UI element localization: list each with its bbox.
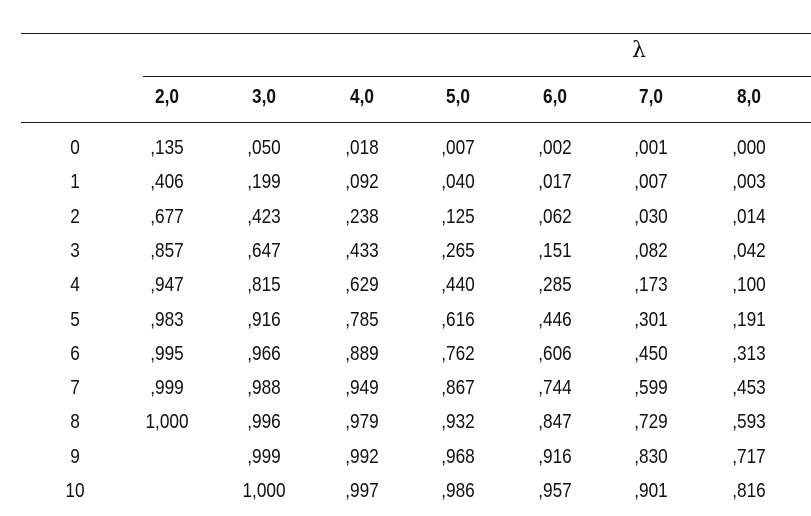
table-cell: ,629: [345, 274, 379, 296]
row-k-label: 4: [70, 274, 80, 296]
table-cell: ,100: [732, 274, 766, 296]
row-k-label: 3: [70, 240, 80, 262]
table-cell: ,889: [345, 343, 379, 365]
table-cell: ,901: [634, 480, 668, 502]
table-cell: ,018: [345, 137, 379, 159]
table-cell: ,151: [538, 240, 572, 262]
table-cell: ,992: [345, 446, 379, 468]
table-cell: 1,000: [242, 480, 286, 502]
table-cell: ,265: [441, 240, 475, 262]
row-k-label: 0: [70, 137, 80, 159]
table-cell: ,916: [538, 446, 572, 468]
table-cell: ,830: [634, 446, 668, 468]
table-cell: ,983: [150, 309, 184, 331]
table-cell: ,932: [441, 411, 475, 433]
column-header: 8,0: [737, 86, 761, 108]
table-cell: ,647: [247, 240, 281, 262]
column-header: 3,0: [252, 86, 276, 108]
table-cell: ,949: [345, 377, 379, 399]
top-rule: [21, 33, 811, 34]
row-k-label: 10: [65, 480, 85, 502]
table-cell: ,616: [441, 309, 475, 331]
table-cell: ,042: [732, 240, 766, 262]
table-cell: ,050: [247, 137, 281, 159]
table-cell: ,995: [150, 343, 184, 365]
table-cell: ,030: [634, 206, 668, 228]
table-cell: ,966: [247, 343, 281, 365]
table-cell: ,007: [634, 171, 668, 193]
table-cell: ,957: [538, 480, 572, 502]
table-cell: ,986: [441, 480, 475, 502]
table-cell: ,999: [247, 446, 281, 468]
table-cell: ,173: [634, 274, 668, 296]
table-cell: ,301: [634, 309, 668, 331]
table-cell: ,125: [441, 206, 475, 228]
column-header: 5,0: [446, 86, 470, 108]
table-cell: ,999: [150, 377, 184, 399]
table-cell: ,014: [732, 206, 766, 228]
row-k-label: 1: [70, 171, 80, 193]
table-cell: ,867: [441, 377, 475, 399]
table-cell: ,135: [150, 137, 184, 159]
table-cell: ,000: [732, 137, 766, 159]
table-cell: ,406: [150, 171, 184, 193]
table-cell: ,238: [345, 206, 379, 228]
table-cell: ,947: [150, 274, 184, 296]
table-cell: ,599: [634, 377, 668, 399]
table-cell: ,762: [441, 343, 475, 365]
table-cell: ,450: [634, 343, 668, 365]
table-cell: ,997: [345, 480, 379, 502]
table-cell: ,606: [538, 343, 572, 365]
table-cell: ,017: [538, 171, 572, 193]
table-cell: ,677: [150, 206, 184, 228]
lambda-underline: [143, 76, 811, 77]
table-cell: ,092: [345, 171, 379, 193]
table-cell: ,785: [345, 309, 379, 331]
row-k-label: 5: [70, 309, 80, 331]
table-cell: ,040: [441, 171, 475, 193]
table-cell: ,001: [634, 137, 668, 159]
table-cell: ,423: [247, 206, 281, 228]
table-cell: 1,000: [145, 411, 189, 433]
table-cell: ,003: [732, 171, 766, 193]
table-cell: ,996: [247, 411, 281, 433]
table-cell: ,191: [732, 309, 766, 331]
table-cell: ,062: [538, 206, 572, 228]
lambda-header: λ: [632, 38, 646, 63]
table-cell: ,988: [247, 377, 281, 399]
column-header: 6,0: [543, 86, 567, 108]
table-cell: ,816: [732, 480, 766, 502]
table-cell: ,847: [538, 411, 572, 433]
table-cell: ,916: [247, 309, 281, 331]
table-cell: ,857: [150, 240, 184, 262]
table-cell: ,440: [441, 274, 475, 296]
header-bottom-rule: [21, 122, 811, 123]
table-cell: ,007: [441, 137, 475, 159]
row-k-label: 7: [70, 377, 80, 399]
table-cell: ,744: [538, 377, 572, 399]
table-cell: ,002: [538, 137, 572, 159]
table-cell: ,979: [345, 411, 379, 433]
table-cell: ,815: [247, 274, 281, 296]
table-cell: ,082: [634, 240, 668, 262]
table-cell: ,433: [345, 240, 379, 262]
table-cell: ,285: [538, 274, 572, 296]
table-cell: ,199: [247, 171, 281, 193]
column-header: 7,0: [639, 86, 663, 108]
table-cell: ,453: [732, 377, 766, 399]
table-cell: ,968: [441, 446, 475, 468]
row-k-label: 9: [70, 446, 80, 468]
table-cell: ,717: [732, 446, 766, 468]
row-k-label: 6: [70, 343, 80, 365]
table-cell: ,593: [732, 411, 766, 433]
table-cell: ,729: [634, 411, 668, 433]
row-k-label: 2: [70, 206, 80, 228]
column-header: 4,0: [350, 86, 374, 108]
table-cell: ,446: [538, 309, 572, 331]
table-cell: ,313: [732, 343, 766, 365]
row-k-label: 8: [70, 411, 80, 433]
column-header: 2,0: [155, 86, 179, 108]
